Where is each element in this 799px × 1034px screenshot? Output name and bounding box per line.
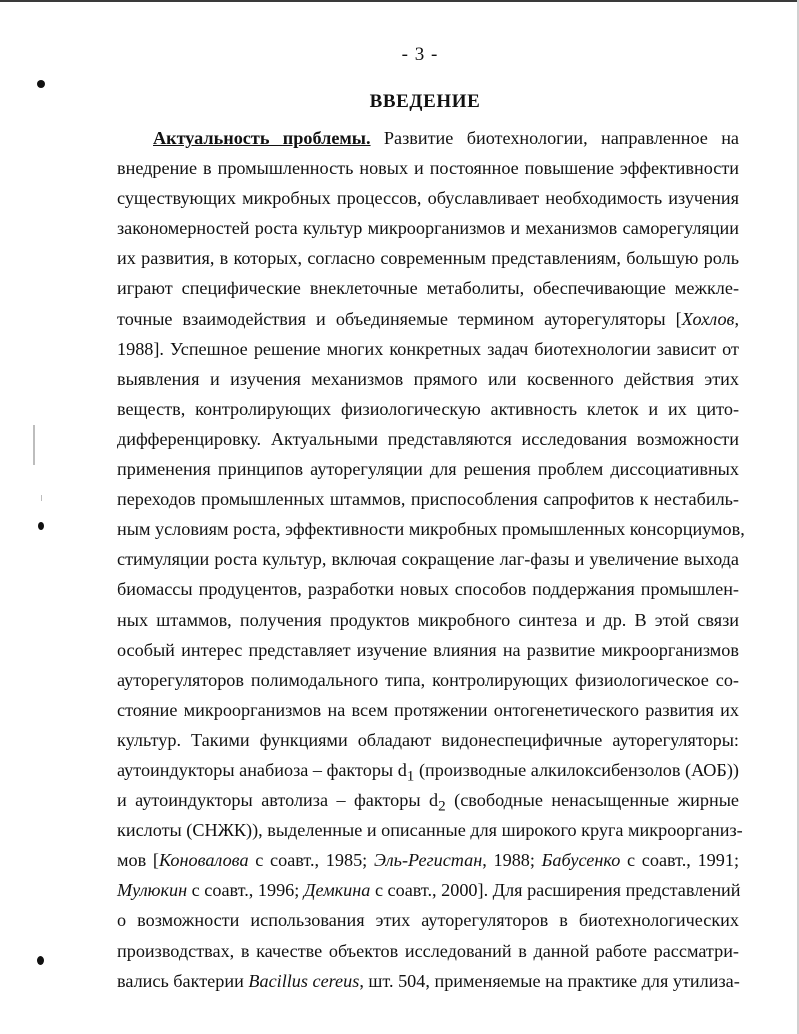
text-line: переходов промышленных штаммов, приспособления сапрофитов к нестабиль-	[117, 489, 739, 510]
citation-author: Демкина	[303, 880, 371, 901]
subscript: 2	[438, 797, 446, 815]
text-line: выявления и изучения механизмов прямого или косвенного действия этих	[117, 368, 739, 389]
text-line: Актуальность проблемы. Развитие биотехнологии, направленное на	[153, 128, 739, 148]
text-line: аутоиндукторы анабиоза – факторы $d_1$ (производные алкилоксибензолов (АОБ))	[117, 759, 739, 785]
citation-author: Коновалова	[158, 850, 249, 871]
page-number: - 3 -	[401, 44, 439, 65]
text-line: существующих микробных процессов, обуславливает необходимость изучения	[117, 188, 739, 209]
text-line: Мулюкин с соавт., 1996; Демкина с соавт., 2000]. Для расширения представлений	[117, 880, 741, 901]
text-line: культур. Такими функциями обладают видонеспецифичные ауторегуляторы:	[117, 729, 739, 750]
text-line: применения принципов ауторегуляции для решения проблем диссоциативных	[117, 459, 739, 480]
text-line: ным условиям роста, эффективности микробных промышленных консорциумов,	[117, 519, 745, 540]
scan-speck	[38, 522, 44, 530]
text-line: кислоты (СНЖК)), выделенные и описанные для широкого круга микроорганиз-	[117, 820, 743, 841]
citation-author: Бабусенко	[541, 850, 621, 871]
text-line: их развития, в которых, согласно современным представлениям, большую роль	[117, 248, 739, 269]
subscript: 1	[406, 767, 415, 785]
text-line: ных штаммов, получения продуктов микробного синтеза и др. В этой связи	[117, 609, 739, 630]
section-label: Актуальность проблемы.	[153, 128, 371, 148]
text-line: стояние микроорганизмов на всем протяжении онтогенетического развития их	[117, 699, 739, 720]
citation-author: Хохлов	[681, 308, 735, 329]
text-line: ауторегуляторов полимодального типа, контролирующих физиологическое со-	[117, 669, 739, 690]
text-line: закономерностей роста культур микроорганизмов и механизмов саморегуляции	[117, 218, 739, 239]
scan-edge-top	[0, 0, 799, 2]
scan-speck	[37, 956, 44, 965]
text-line: производствах, в качестве объектов исследований в данной работе рассматри-	[117, 940, 739, 961]
text-line: особый интерес представляет изучение влияния на развитие микроорганизмов	[117, 639, 739, 660]
text-line: и аутоиндукторы автолиза – факторы $d_2$ (свободные ненасыщенные жирные	[117, 790, 739, 815]
scan-speck	[33, 425, 35, 465]
section-heading: ВВЕДЕНИЕ	[369, 91, 481, 112]
body-text	[117, 123, 745, 996]
text-line: играют специфические внеклеточные метаболиты, обеспечивающие межкле-	[117, 278, 739, 299]
citation-author: Мулюкин	[117, 880, 188, 901]
text-line: вались бактерии Bacillus cereus, шт. 504, применяемые на практике для утилиза-	[117, 970, 740, 991]
citation-author: Эль-Регистан	[373, 850, 483, 871]
text-line: мов [Коновалова с соавт., 1985; Эль-Регистан, 1988; Бабусенко с соавт., 1991;	[117, 850, 739, 871]
text-line: биомассы продуцентов, разработки новых способов поддержания промышлен-	[117, 579, 739, 600]
text-line: веществ, контролирующих физиологическую активность клеток и их цито-	[117, 398, 739, 419]
text-line: о возможности использования этих ауторегуляторов в биотехнологических	[117, 910, 739, 931]
text-line: внедрение в промышленность новых и постоянное повышение эффективности	[117, 158, 739, 179]
species-name: Bacillus cereus	[248, 970, 360, 991]
text-line: дифференцировку. Актуальными представляются исследования возможности	[117, 428, 739, 449]
scan-speck	[41, 495, 42, 501]
text-line: 1988]. Успешное решение многих конкретных задач биотехнологии зависит от	[117, 338, 739, 359]
text-line: точные взаимодействия и объединяемые термином ауторегуляторы [Хохлов,	[117, 308, 739, 329]
text-line: стимуляции роста культур, включая сокращение лаг-фазы и увеличение выхода	[117, 549, 739, 570]
scan-speck	[37, 80, 45, 88]
